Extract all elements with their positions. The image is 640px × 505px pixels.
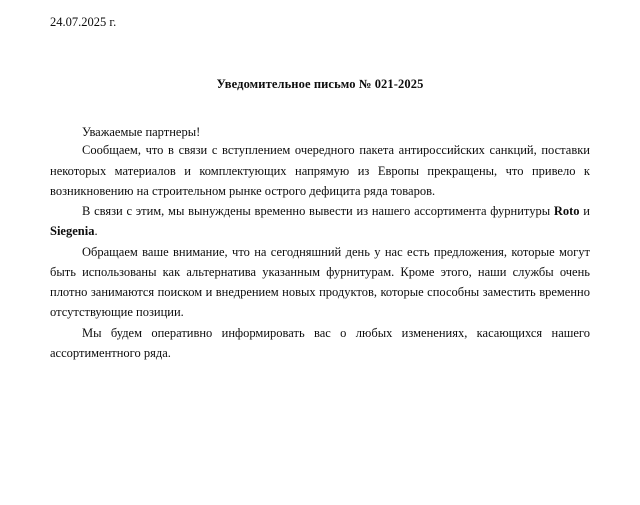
paragraph-brands-text-after: . <box>94 224 98 239</box>
brand-conjunction: и <box>579 204 590 218</box>
paragraph-alternatives: Обращаем ваше внимание, что на сегодняшний день у нас есть предложения, которые могут быть использованы как альтернатива указанным фурнитурам. Кроме этого, наши службы очень плотно занимаются поиском и внедрением новых продуктов, которые способны заместить временно отсутствующие позиции. <box>50 244 590 320</box>
document-content <box>50 0 590 363</box>
brand-siegenia: Siegenia <box>50 224 95 239</box>
paragraph-sanctions: Сообщаем, что в связи с вступлением очередного пакета антироссийских санкций, поставки некоторых материалов и комплектующих напрямую из Европы прекращены, что привело к возникновению на строительном рынке острого дефицита ряда товаров. <box>50 143 590 198</box>
paragraph-brands-text-before: В связи с этим, мы вынуждены временно вывести из нашего ассортимента фурнитуры <box>82 204 554 218</box>
document-title: Уведомительное письмо № 021-2025 <box>216 77 424 92</box>
document-date: 24.07.2025 г. <box>50 15 117 29</box>
paragraph-informing: Мы будем оперативно информировать вас о любых изменениях, касающихся нашего ассортиментного ряда. <box>50 325 590 360</box>
paragraph-brands <box>50 201 590 242</box>
brand-roto: Roto <box>553 204 580 218</box>
salutation-line: Уважаемые партнеры! <box>82 125 201 140</box>
